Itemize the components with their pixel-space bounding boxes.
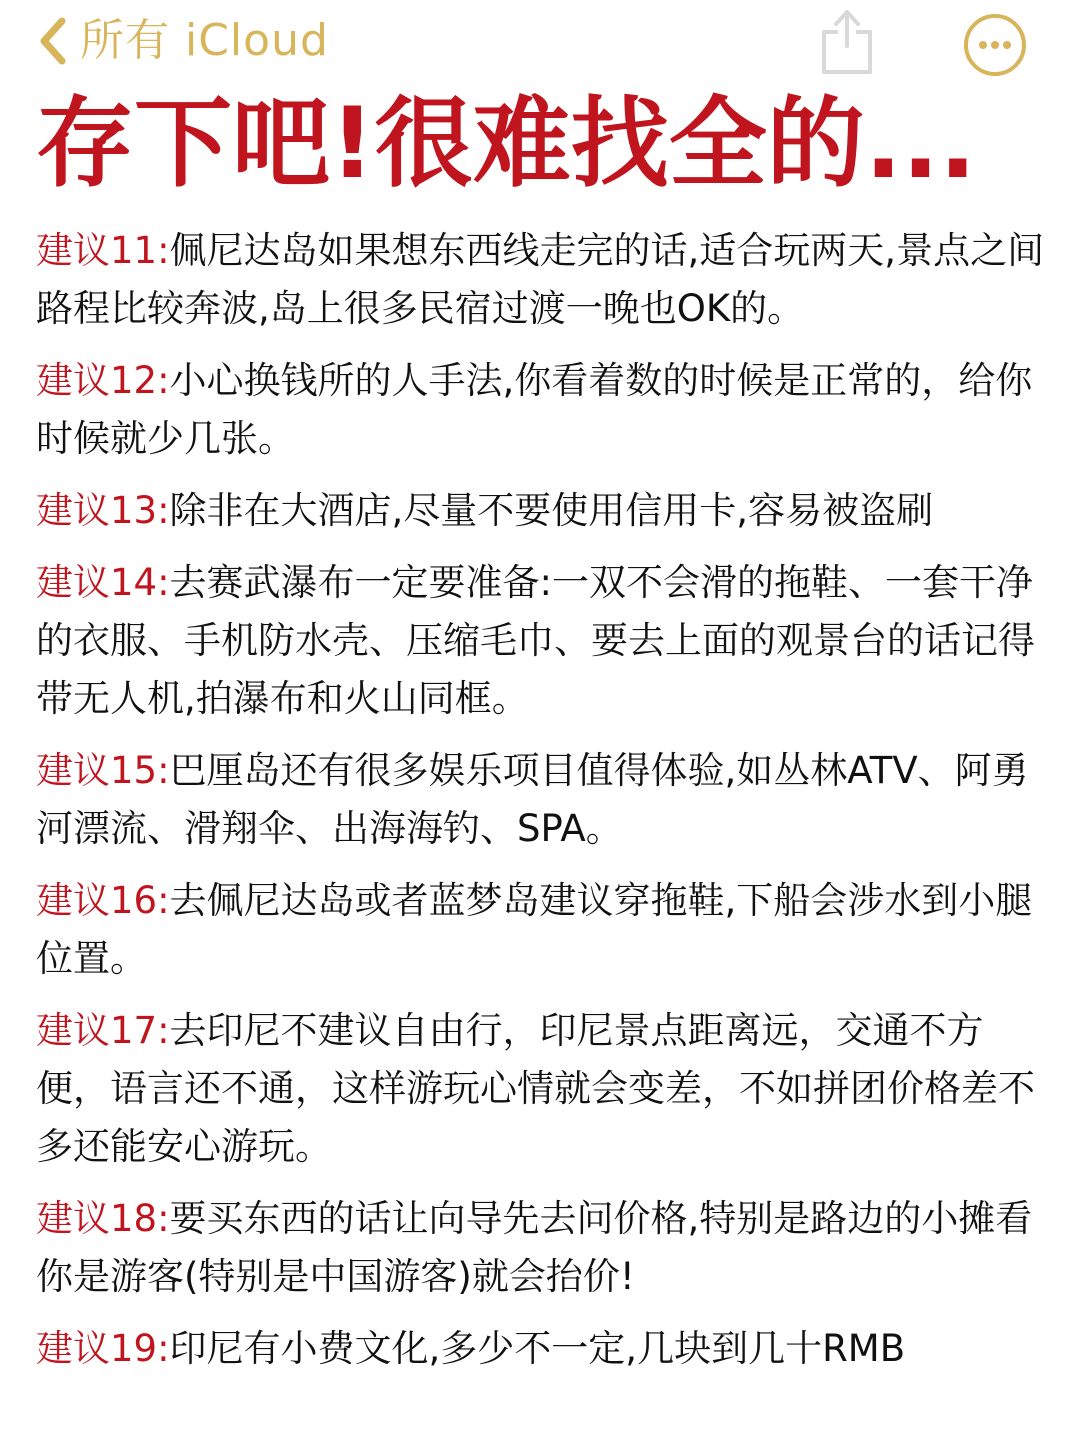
tip-label: 建议17: xyxy=(36,1009,170,1052)
more-ellipsis-icon[interactable] xyxy=(962,12,1028,78)
tip-label: 建议18: xyxy=(36,1197,170,1240)
tip-item xyxy=(36,482,1048,540)
tip-label: 建议19: xyxy=(36,1327,170,1370)
tip-item xyxy=(36,1320,1048,1378)
tips-list xyxy=(36,222,1048,1392)
tip-item xyxy=(36,1190,1048,1306)
tip-text: 巴厘岛还有很多娱乐项目值得体验,如丛林ATV、阿勇河漂流、滑翔伞、出海海钓、SPA。 xyxy=(36,749,1029,850)
tip-text: 小心换钱所的人手法,你看着数的时候是正常的，给你时候就少几张。 xyxy=(36,359,1033,460)
navigation-bar xyxy=(0,0,1080,84)
tip-text: 去赛武瀑布一定要准备:一双不会滑的拖鞋、一套干净的衣服、手机防水壳、压缩毛巾、要去上面的观景台的话记得带无人机,拍瀑布和火山同框。 xyxy=(36,561,1035,720)
tip-label: 建议14: xyxy=(36,561,170,604)
chevron-left-icon xyxy=(30,11,74,71)
tip-item xyxy=(36,872,1048,988)
tip-text: 去印尼不建议自由行，印尼景点距离远，交通不方便，语言还不通，这样游玩心情就会变差，不如拼团价格差不多还能安心游玩。 xyxy=(36,1009,1035,1168)
tip-text: 要买东西的话让向导先去问价格,特别是路边的小摊看你是游客(特别是中国游客)就会抬价! xyxy=(36,1197,1033,1298)
tip-label: 建议13: xyxy=(36,489,170,532)
share-icon[interactable] xyxy=(812,2,882,78)
tip-item xyxy=(36,1002,1048,1176)
back-button[interactable] xyxy=(30,8,329,74)
back-button-label: 所有 iCloud xyxy=(80,15,329,66)
note-title: 存下吧!很难找全的... xyxy=(36,87,977,201)
tip-text: 印尼有小费文化,多少不一定,几块到几十RMB xyxy=(169,1327,906,1370)
tip-text: 去佩尼达岛或者蓝梦岛建议穿拖鞋,下船会涉水到小腿位置。 xyxy=(36,879,1033,980)
tip-item xyxy=(36,554,1048,728)
tip-label: 建议11: xyxy=(36,229,170,272)
tip-label: 建议16: xyxy=(36,879,170,922)
tip-item xyxy=(36,742,1048,858)
tip-label: 建议15: xyxy=(36,749,170,792)
tip-text: 佩尼达岛如果想东西线走完的话,适合玩两天,景点之间路程比较奔波,岛上很多民宿过渡一晚也OK的。 xyxy=(36,229,1045,330)
tip-item xyxy=(36,352,1048,468)
tip-item xyxy=(36,222,1048,338)
tip-label: 建议12: xyxy=(36,359,170,402)
tip-text: 除非在大酒店,尽量不要使用信用卡,容易被盗刷 xyxy=(169,489,934,532)
